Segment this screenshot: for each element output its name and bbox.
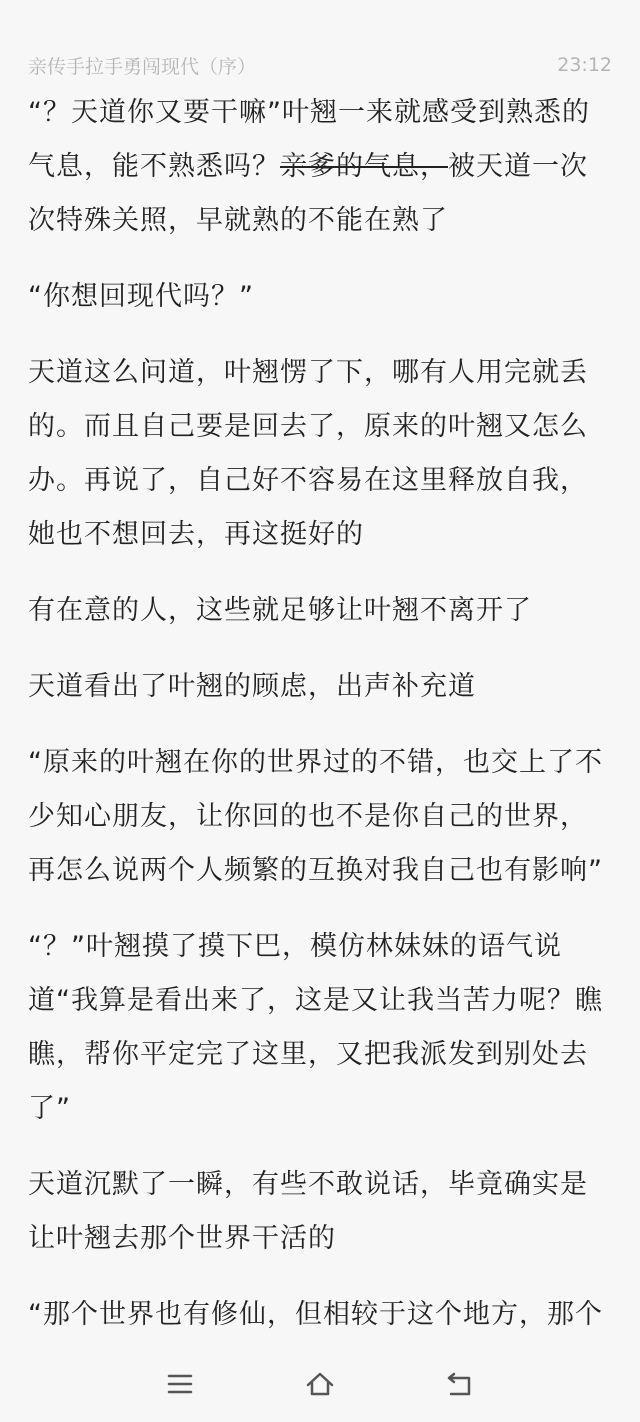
paragraph-text: 被天道一次次特殊关照，早就熟的不能在熟了	[28, 151, 588, 236]
back-icon	[444, 1368, 476, 1400]
strikethrough-text: 亲爹的气息，	[280, 151, 448, 182]
menu-button[interactable]	[110, 1354, 250, 1414]
status-bar	[28, 50, 612, 80]
paragraph	[28, 584, 614, 638]
paragraph	[28, 736, 614, 898]
paragraph-text: 天道这么问道，叶翘愣了下，哪有人用完就丢的。而且自己要是回去了，原来的叶翘又怎么办。再说了，自己好不容易在这里释放自我，她也不想回去，再这挺好的	[28, 357, 588, 550]
paragraph-text: “？天道你又要干嘛”叶翘一来就感受到熟悉的气息，能不熟悉吗？	[28, 97, 590, 182]
navigation-bar	[0, 1346, 640, 1422]
back-button[interactable]	[390, 1354, 530, 1414]
paragraph	[28, 660, 614, 714]
home-icon	[304, 1368, 336, 1400]
paragraph	[28, 920, 614, 1136]
home-button[interactable]	[250, 1354, 390, 1414]
chapter-title: 亲传手拉手勇闯现代（序）	[28, 55, 257, 78]
paragraph-text: 天道沉默了一瞬，有些不敢说话，毕竟确实是让叶翘去那个世界干活的	[28, 1169, 588, 1254]
paragraph-text: “？”叶翘摸了摸下巴，模仿林妹妹的语气说道“我算是看出来了，这是又让我当苦力呢？瞧瞧，帮你平定完了这里，又把我派发到别处去了”	[28, 931, 603, 1124]
reader-content[interactable]	[28, 86, 614, 1418]
paragraph	[28, 1158, 614, 1266]
paragraph-text: 有在意的人，这些就足够让叶翘不离开了	[28, 595, 532, 626]
paragraph	[28, 86, 614, 248]
clock-time: 23:12	[557, 54, 612, 76]
paragraph-text: “那个世界也有修仙，但相较于这个地方，那个	[28, 1299, 603, 1330]
paragraph	[28, 346, 614, 562]
paragraph-text: “你想回现代吗？”	[28, 281, 254, 312]
menu-icon	[164, 1368, 196, 1400]
paragraph-text: “原来的叶翘在你的世界过的不错，也交上了不少知心朋友，让你回的也不是你自己的世界，再怎么说两个人频繁的互换对我自己也有影响”	[28, 747, 603, 886]
paragraph	[28, 270, 614, 324]
paragraph-text: 天道看出了叶翘的顾虑，出声补充道	[28, 671, 476, 702]
